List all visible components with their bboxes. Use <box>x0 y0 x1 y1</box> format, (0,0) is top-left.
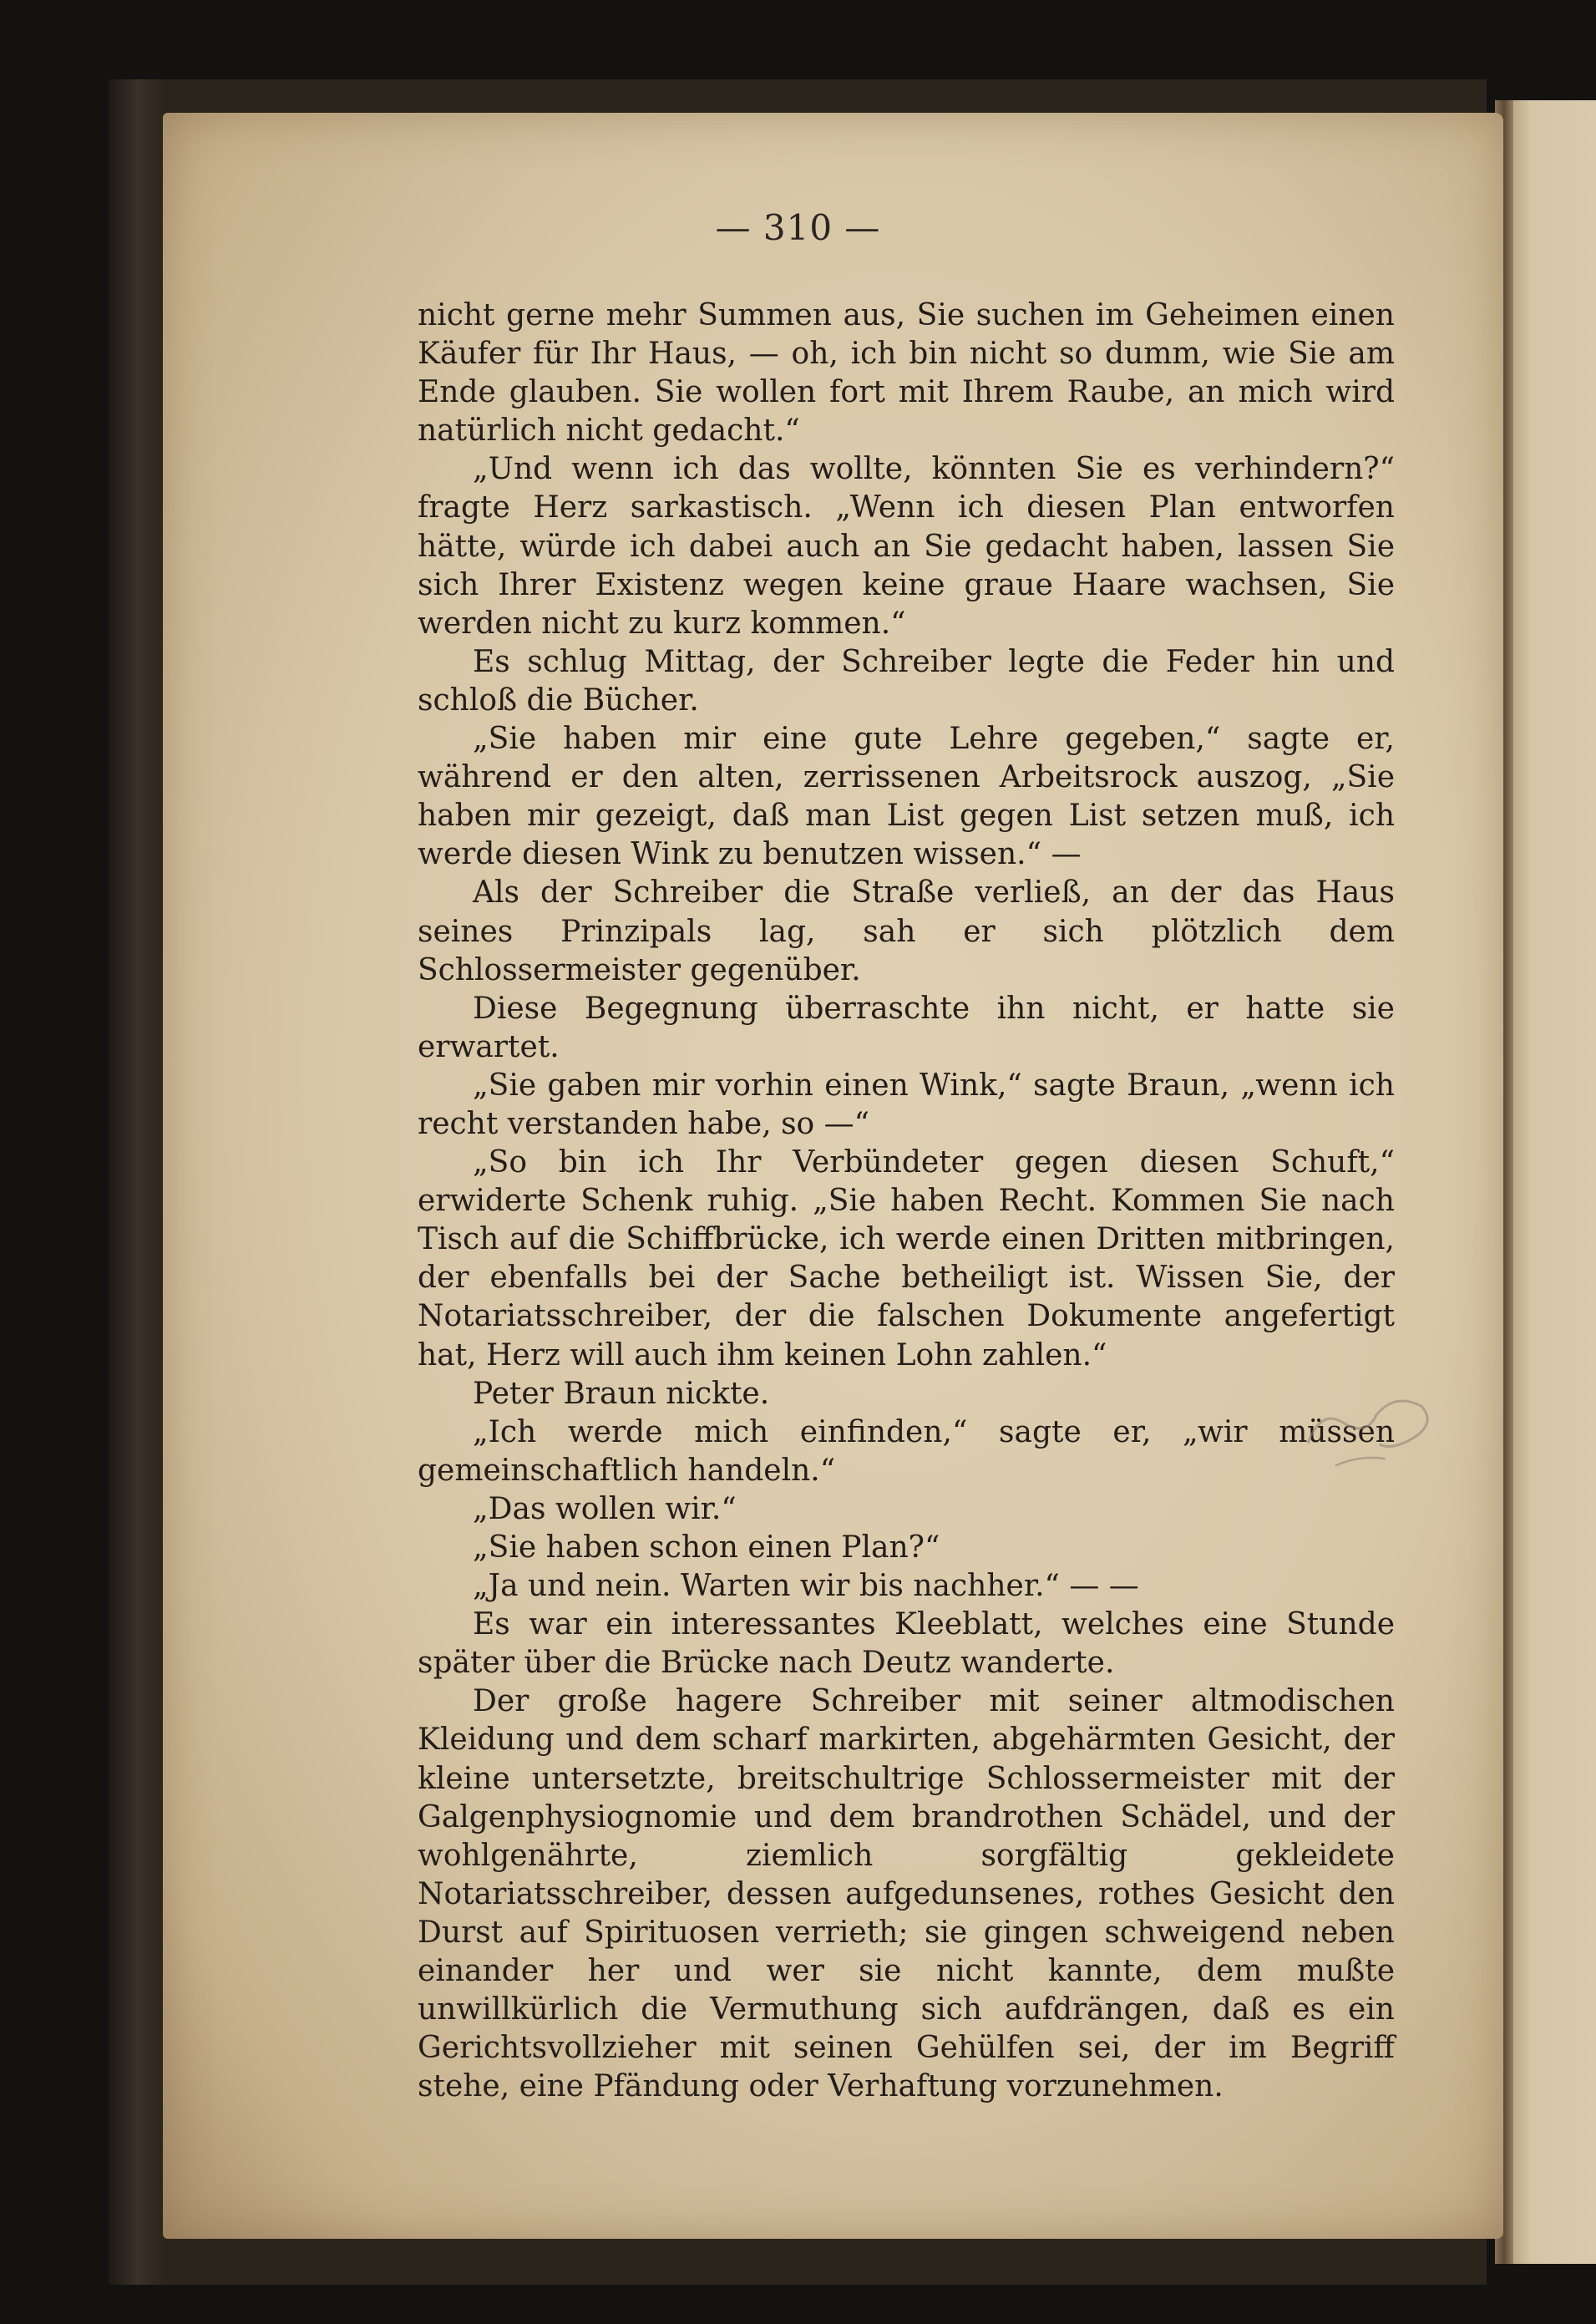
paragraph: Es schlug Mittag, der Schreiber legte die Feder hin und schloß die Bücher. <box>418 644 1395 718</box>
paragraph: „So bin ich Ihr Verbündeter gegen diesen Schuft,“ erwiderte Schenk ruhig. „Sie haben Recht. Kommen Sie nach Tisch auf die Schiffbrücke, ich werde einen Dritten mitbringen, der ebenfalls bei der Sache betheiligt ist. Wissen Sie, der Notariatsschreiber, der die falschen Dokumente angefertigt hat, Herz will auch ihm keinen Lohn zahlen.“ <box>418 1145 1395 1373</box>
paragraph: Peter Braun nickte. <box>473 1376 770 1411</box>
paragraph: „Und wenn ich das wollte, könnten Sie es verhindern?“ fragte Herz sarkastisch. „Wenn ich diesen Plan entworfen hätte, würde ich dabei auch an Sie gedacht haben, lassen Sie sich Ihrer Existenz wegen keine graue Haare wachsen, Sie werden nicht zu kurz kommen.“ <box>418 452 1395 641</box>
paragraph: Es war ein interessantes Kleeblatt, welches eine Stunde später über die Brücke nach Deutz wanderte. <box>418 1607 1395 1681</box>
paragraph: „Sie haben schon einen Plan?“ <box>473 1530 940 1565</box>
paragraph: „Sie gaben mir vorhin einen Wink,“ sagte Braun, „wenn ich recht verstanden habe, so —“ <box>418 1068 1395 1141</box>
paragraph: „Ich werde mich einfinden,“ sagte er, „wir müssen gemeinschaftlich handeln.“ <box>418 1414 1395 1488</box>
facing-page-edge <box>1510 100 1596 2264</box>
paragraph: „Ja und nein. Warten wir bis nachher.“ — — <box>473 1569 1139 1604</box>
paragraph: Der große hagere Schreiber mit seiner altmodischen Kleidung und dem scharf markirten, abgehärmten Gesicht, der kleine untersetzte, breitschultrige Schlossermeister mit der Galgenphysiognomie und dem brandrothen Schädel, und der wohlgenährte, ziemlich sorgfältig gekleidete Notariatsschreiber, dessen aufgedunsenes, rothes Gesicht den Durst auf Spirituosen verrieth; sie gingen schweigend neben einander her und wer sie nicht kannte, dem mußte unwillkürlich die Vermuthung sich aufdrängen, daß es ein Gerichtsvollzieher mit seinen Gehülfen sei, der im Begriff stehe, eine Pfändung oder Verhaftung vorzunehmen. <box>418 1684 1395 2104</box>
paragraph: Diese Begegnung überraschte ihn nicht, er hatte sie erwartet. <box>418 991 1395 1064</box>
page-text <box>418 297 1395 2106</box>
paragraph: nicht gerne mehr Summen aus, Sie suchen im Geheimen einen Käufer für Ihr Haus, — oh, ich bin nicht so dumm, wie Sie am Ende glauben. Sie wollen fort mit Ihrem Raube, an mich wird natürlich nicht gedacht.“ <box>418 298 1395 449</box>
paragraph: Als der Schreiber die Straße verließ, an der das Haus seines Prinzipals lag, sah er sich plötzlich dem Schlossermeister gegenüber. <box>418 875 1395 987</box>
book-spine <box>109 79 167 2285</box>
paragraph: „Das wollen wir.“ <box>473 1491 737 1526</box>
page-number: — 310 — <box>715 207 881 248</box>
pencil-scribble <box>1295 1379 1446 1485</box>
paragraph: „Sie haben mir eine gute Lehre gegeben,“ sagte er, während er den alten, zerrissenen Arbeitsrock auszog, „Sie haben mir gezeigt, daß man List gegen List setzen muß, ich werde diesen Wink zu benutzen wissen.“ — <box>418 722 1395 872</box>
